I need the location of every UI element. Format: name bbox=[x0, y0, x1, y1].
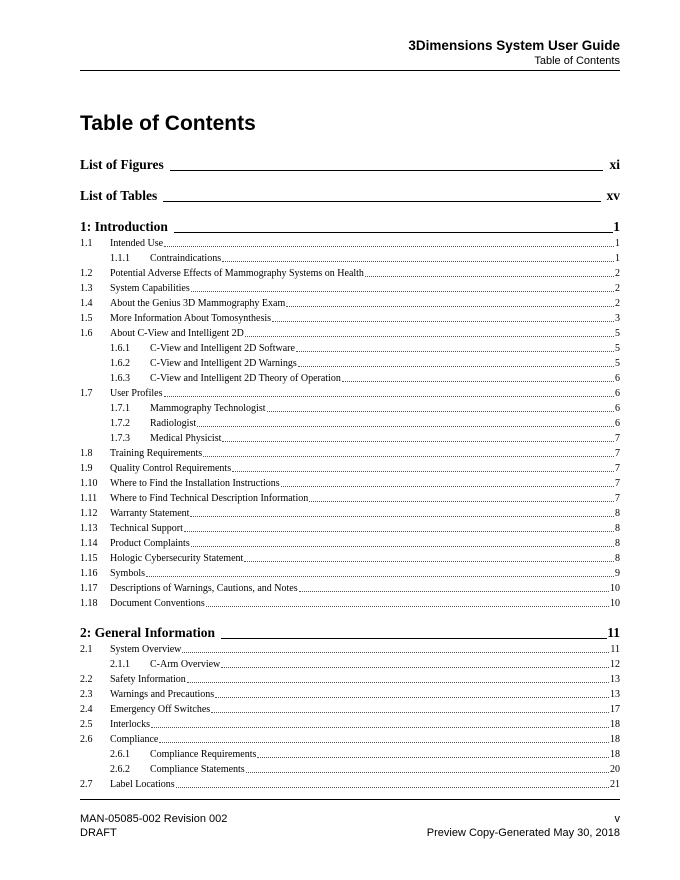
entry-number: 2.6.1 bbox=[110, 749, 130, 760]
dot-leader bbox=[184, 521, 614, 532]
entry-page: 1 bbox=[615, 238, 620, 249]
entry-title: Warnings and Precautions bbox=[110, 689, 215, 700]
entry-number: 2.6 bbox=[80, 734, 93, 745]
entry-number: 1.10 bbox=[80, 478, 98, 489]
entry-title: System Overview bbox=[110, 644, 182, 655]
dot-leader bbox=[365, 266, 614, 277]
entry-number: 2.5 bbox=[80, 719, 93, 730]
toc-entry-label: List of Figures bbox=[80, 157, 164, 172]
toc-section-entry[interactable] bbox=[80, 642, 620, 657]
page-number: v bbox=[614, 813, 620, 825]
dot-leader bbox=[146, 566, 614, 577]
entry-page: 2 bbox=[615, 283, 620, 294]
entry-page: 20 bbox=[610, 764, 620, 775]
toc-chapter-label: 1: Introduction bbox=[80, 219, 168, 234]
toc-entry-label: List of Tables bbox=[80, 188, 158, 203]
dot-leader bbox=[211, 702, 609, 713]
entry-title: Safety Information bbox=[110, 674, 186, 685]
entry-page: 8 bbox=[615, 523, 620, 534]
dot-leader bbox=[232, 461, 614, 472]
dot-leader bbox=[215, 687, 609, 698]
entry-page: 13 bbox=[610, 689, 620, 700]
entry-page: 7 bbox=[615, 478, 620, 489]
toc-section-entry[interactable] bbox=[80, 266, 620, 281]
leader-line bbox=[163, 187, 600, 202]
entry-title: Symbols bbox=[110, 568, 146, 579]
entry-page: 8 bbox=[615, 508, 620, 519]
dot-leader bbox=[221, 657, 609, 668]
toc-chapter-2[interactable] bbox=[80, 624, 620, 642]
toc-subsection-entry[interactable] bbox=[80, 371, 620, 386]
dot-leader bbox=[286, 296, 614, 307]
dot-leader bbox=[222, 431, 614, 442]
entry-page: 18 bbox=[610, 734, 620, 745]
preview-note: Preview Copy-Generated May 30, 2018 bbox=[426, 827, 620, 839]
entry-title: Label Locations bbox=[110, 779, 175, 790]
entry-page: 5 bbox=[615, 358, 620, 369]
entry-number: 1.5 bbox=[80, 313, 93, 324]
entry-number: 1.1.1 bbox=[110, 253, 130, 264]
entry-page: 2 bbox=[615, 298, 620, 309]
page-title: Table of Contents bbox=[80, 112, 256, 135]
entry-number: 1.7 bbox=[80, 388, 93, 399]
dot-leader bbox=[164, 236, 614, 247]
toc-section-entry[interactable] bbox=[80, 581, 620, 596]
toc-section-entry[interactable] bbox=[80, 566, 620, 581]
entry-title: Compliance bbox=[110, 734, 159, 745]
entry-title: Potential Adverse Effects of Mammography Systems on Health bbox=[110, 268, 364, 279]
footer-rule bbox=[80, 799, 620, 800]
dot-leader bbox=[257, 747, 609, 758]
entry-number: 1.4 bbox=[80, 298, 93, 309]
toc-entry-list-of-figures[interactable] bbox=[80, 156, 620, 174]
dot-leader bbox=[309, 491, 614, 502]
entry-title: Where to Find Technical Description Information bbox=[110, 493, 309, 504]
entry-title: Compliance Requirements bbox=[150, 749, 257, 760]
entry-number: 2.1.1 bbox=[110, 659, 130, 670]
entry-number: 1.6.3 bbox=[110, 373, 130, 384]
entry-page: 10 bbox=[610, 583, 620, 594]
dot-leader bbox=[299, 581, 609, 592]
entry-page: 11 bbox=[610, 644, 620, 655]
dot-leader bbox=[191, 536, 614, 547]
entry-number: 1.9 bbox=[80, 463, 93, 474]
toc-section-entry[interactable] bbox=[80, 446, 620, 461]
entry-title: C-View and Intelligent 2D Warnings bbox=[150, 358, 297, 369]
entry-page: 18 bbox=[610, 719, 620, 730]
document-title: 3Dimensions System User Guide bbox=[408, 38, 620, 53]
page-header bbox=[80, 38, 620, 68]
entry-page: 7 bbox=[615, 493, 620, 504]
entry-number: 1.1 bbox=[80, 238, 93, 249]
chapter-2-entries bbox=[80, 642, 620, 792]
toc-entry-list-of-tables[interactable] bbox=[80, 187, 620, 205]
entry-page: 7 bbox=[615, 433, 620, 444]
toc-section-entry[interactable] bbox=[80, 717, 620, 732]
entry-page: 6 bbox=[615, 373, 620, 384]
leader-line bbox=[174, 218, 613, 233]
entry-page: 13 bbox=[610, 674, 620, 685]
entry-title: Intended Use bbox=[110, 238, 164, 249]
toc-chapter-page: 1 bbox=[613, 219, 620, 234]
draft-status: DRAFT bbox=[80, 827, 117, 839]
dot-leader bbox=[187, 672, 609, 683]
toc-section-entry[interactable] bbox=[80, 777, 620, 792]
entry-number: 2.1 bbox=[80, 644, 93, 655]
entry-number: 1.12 bbox=[80, 508, 98, 519]
entry-page: 8 bbox=[615, 553, 620, 564]
entry-number: 1.6 bbox=[80, 328, 93, 339]
entry-number: 1.13 bbox=[80, 523, 98, 534]
entry-title: Compliance Statements bbox=[150, 764, 245, 775]
toc-entry-page: xv bbox=[606, 188, 620, 203]
dot-leader bbox=[342, 371, 614, 382]
toc-subsection-entry[interactable] bbox=[80, 401, 620, 416]
entry-title: About C-View and Intelligent 2D bbox=[110, 328, 244, 339]
toc-section-entry[interactable] bbox=[80, 386, 620, 401]
entry-page: 6 bbox=[615, 388, 620, 399]
entry-number: 1.2 bbox=[80, 268, 93, 279]
entry-number: 1.17 bbox=[80, 583, 98, 594]
section-title: Table of Contents bbox=[534, 55, 620, 67]
entry-title: Radiologist bbox=[150, 418, 197, 429]
entry-title: Warranty Statement bbox=[110, 508, 190, 519]
toc-section-entry[interactable] bbox=[80, 702, 620, 717]
dot-leader bbox=[159, 732, 609, 743]
entry-title: Product Complaints bbox=[110, 538, 190, 549]
toc-section-entry[interactable] bbox=[80, 236, 620, 251]
entry-page: 3 bbox=[615, 313, 620, 324]
dot-leader bbox=[191, 281, 614, 292]
entry-title: Where to Find the Installation Instructions bbox=[110, 478, 280, 489]
dot-leader bbox=[176, 777, 609, 788]
toc-section-entry[interactable] bbox=[80, 551, 620, 566]
dot-leader bbox=[246, 762, 609, 773]
entry-page: 17 bbox=[610, 704, 620, 715]
entry-number: 1.8 bbox=[80, 448, 93, 459]
toc-subsection-entry[interactable] bbox=[80, 657, 620, 672]
entry-title: Descriptions of Warnings, Cautions, and Notes bbox=[110, 583, 298, 594]
entry-title: Contraindications bbox=[150, 253, 222, 264]
entry-page: 9 bbox=[615, 568, 620, 579]
toc-section-entry[interactable] bbox=[80, 687, 620, 702]
entry-number: 1.14 bbox=[80, 538, 98, 549]
entry-page: 6 bbox=[615, 418, 620, 429]
entry-number: 1.15 bbox=[80, 553, 98, 564]
entry-title: More Information About Tomosynthesis bbox=[110, 313, 272, 324]
entry-page: 7 bbox=[615, 448, 620, 459]
toc-section-entry[interactable] bbox=[80, 311, 620, 326]
toc-section-entry[interactable] bbox=[80, 672, 620, 687]
entry-page: 18 bbox=[610, 749, 620, 760]
dot-leader bbox=[281, 476, 614, 487]
toc-subsection-entry[interactable] bbox=[80, 416, 620, 431]
entry-title: Document Conventions bbox=[110, 598, 205, 609]
entry-number: 2.4 bbox=[80, 704, 93, 715]
entry-title: System Capabilities bbox=[110, 283, 190, 294]
toc-section-entry[interactable] bbox=[80, 506, 620, 521]
entry-number: 1.16 bbox=[80, 568, 98, 579]
toc-section-entry[interactable] bbox=[80, 596, 620, 611]
entry-title: User Profiles bbox=[110, 388, 163, 399]
entry-page: 1 bbox=[615, 253, 620, 264]
dot-leader bbox=[222, 251, 614, 262]
toc-subsection-entry[interactable] bbox=[80, 762, 620, 777]
toc-section-entry[interactable] bbox=[80, 326, 620, 341]
toc-chapter-page: 11 bbox=[607, 625, 620, 640]
toc-subsection-entry[interactable] bbox=[80, 341, 620, 356]
toc-chapter-label: 2: General Information bbox=[80, 625, 215, 640]
dot-leader bbox=[244, 551, 614, 562]
entry-page: 12 bbox=[610, 659, 620, 670]
header-rule bbox=[80, 70, 620, 71]
entry-title: C-Arm Overview bbox=[150, 659, 221, 670]
dot-leader bbox=[164, 386, 615, 397]
entry-title: Training Requirements bbox=[110, 448, 203, 459]
dot-leader bbox=[296, 341, 614, 352]
toc-section-entry[interactable] bbox=[80, 521, 620, 536]
entry-number: 2.6.2 bbox=[110, 764, 130, 775]
toc-section-entry[interactable] bbox=[80, 296, 620, 311]
leader-line bbox=[170, 156, 604, 171]
entry-number: 2.2 bbox=[80, 674, 93, 685]
entry-number: 2.7 bbox=[80, 779, 93, 790]
entry-number: 2.3 bbox=[80, 689, 93, 700]
entry-page: 6 bbox=[615, 403, 620, 414]
entry-title: Technical Support bbox=[110, 523, 183, 534]
toc-chapter-1[interactable] bbox=[80, 218, 620, 236]
dot-leader bbox=[197, 416, 614, 427]
entry-number: 1.7.1 bbox=[110, 403, 130, 414]
entry-page: 7 bbox=[615, 463, 620, 474]
toc-section-entry[interactable] bbox=[80, 281, 620, 296]
dot-leader bbox=[245, 326, 614, 337]
entry-title: C-View and Intelligent 2D Theory of Operation bbox=[150, 373, 341, 384]
entry-number: 1.6.1 bbox=[110, 343, 130, 354]
toc-section-entry[interactable] bbox=[80, 536, 620, 551]
dot-leader bbox=[272, 311, 614, 322]
entry-title: C-View and Intelligent 2D Software bbox=[150, 343, 295, 354]
entry-page: 8 bbox=[615, 538, 620, 549]
entry-number: 1.6.2 bbox=[110, 358, 130, 369]
entry-number: 1.3 bbox=[80, 283, 93, 294]
dot-leader bbox=[206, 596, 609, 607]
dot-leader bbox=[203, 446, 614, 457]
toc-entry-page: xi bbox=[609, 157, 620, 172]
entry-page: 21 bbox=[610, 779, 620, 790]
entry-title: Quality Control Requirements bbox=[110, 463, 232, 474]
toc-subsection-entry[interactable] bbox=[80, 747, 620, 762]
entry-number: 1.11 bbox=[80, 493, 98, 504]
toc-section-entry[interactable] bbox=[80, 476, 620, 491]
entry-page: 2 bbox=[615, 268, 620, 279]
entry-page: 10 bbox=[610, 598, 620, 609]
entry-page: 5 bbox=[615, 343, 620, 354]
toc-section-entry[interactable] bbox=[80, 461, 620, 476]
entry-page: 5 bbox=[615, 328, 620, 339]
entry-number: 1.7.3 bbox=[110, 433, 130, 444]
dot-leader bbox=[190, 506, 614, 517]
chapter-1-entries bbox=[80, 236, 620, 611]
dot-leader bbox=[151, 717, 609, 728]
page-footer bbox=[80, 812, 620, 840]
entry-number: 1.7.2 bbox=[110, 418, 130, 429]
dot-leader bbox=[298, 356, 614, 367]
dot-leader bbox=[182, 642, 609, 653]
toc-subsection-entry[interactable] bbox=[80, 431, 620, 446]
document-id: MAN-05085-002 Revision 002 bbox=[80, 813, 228, 825]
entry-title: Mammography Technologist bbox=[150, 403, 266, 414]
dot-leader bbox=[267, 401, 615, 412]
entry-title: About the Genius 3D Mammography Exam bbox=[110, 298, 286, 309]
toc-section-entry[interactable] bbox=[80, 732, 620, 747]
leader-line bbox=[221, 624, 607, 639]
toc-subsection-entry[interactable] bbox=[80, 356, 620, 371]
toc-section-entry[interactable] bbox=[80, 491, 620, 506]
toc-subsection-entry[interactable] bbox=[80, 251, 620, 266]
entry-title: Medical Physicist bbox=[150, 433, 222, 444]
entry-number: 1.18 bbox=[80, 598, 98, 609]
entry-title: Emergency Off Switches bbox=[110, 704, 211, 715]
entry-title: Interlocks bbox=[110, 719, 150, 730]
entry-title: Hologic Cybersecurity Statement bbox=[110, 553, 244, 564]
